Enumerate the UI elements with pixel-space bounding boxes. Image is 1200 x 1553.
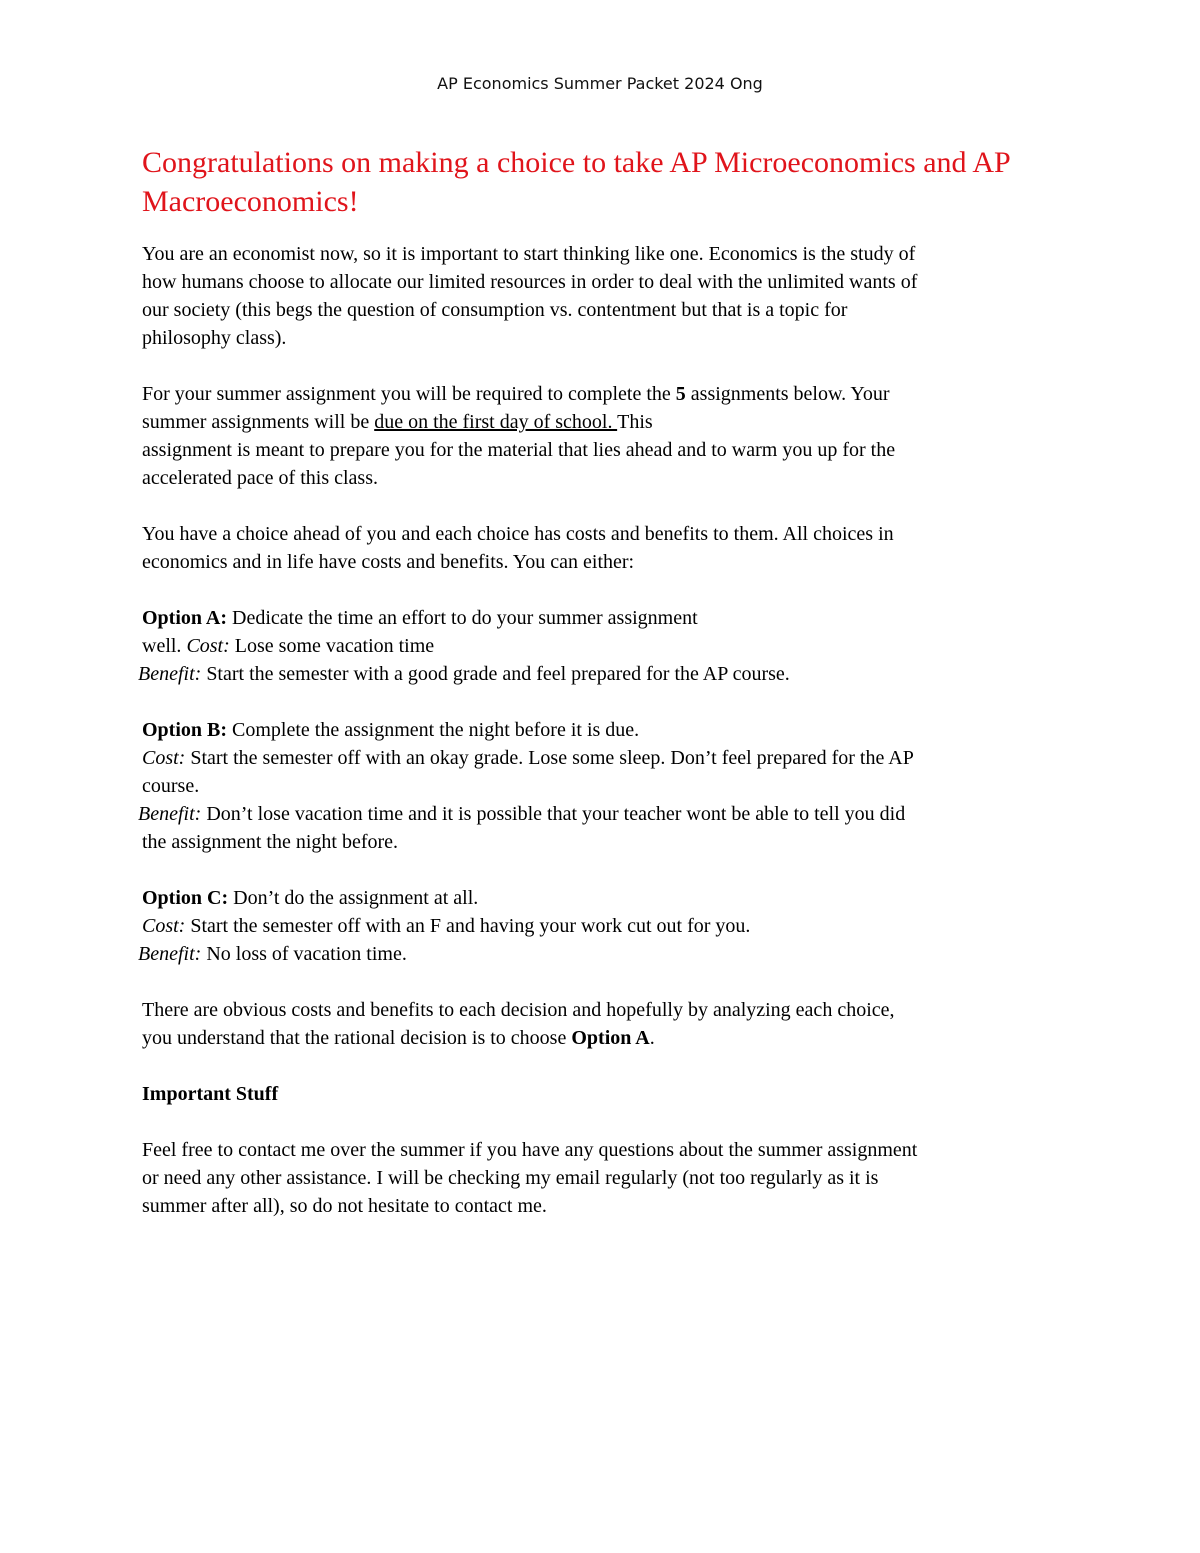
assignment-text: assignment is meant to prepare you for the material that lies ahead and to warm you up for the [142,439,896,461]
option-a-benefit [138,660,1072,688]
option-b-cost-continued: course. [142,775,200,797]
section-heading: Important Stuff [142,1083,279,1105]
option-a-label: Option A: [142,607,228,629]
contact-paragraph [142,1136,1072,1220]
option-c-cost-text: Start the semester off with an F and having your work cut out for you. [185,915,751,937]
intro-line: our society (this begs the question of consumption vs. contentment but that is a topic for [142,299,848,321]
assignment-paragraph [142,380,1072,492]
assignment-text: For your summer assignment you will be required to complete the [142,383,676,405]
choice-intro-line: You have a choice ahead of you and each choice has costs and benefits to them. All choices in [142,523,894,545]
option-b-benefit [138,800,1072,828]
option-b-line [142,716,1072,744]
intro-line: philosophy class). [142,327,287,349]
choice-intro-line: economics and in life have costs and benefits. You can either: [142,551,635,573]
cost-label: Cost: [186,635,230,657]
option-c-line [142,884,1072,912]
benefit-label: Benefit: [138,943,202,965]
page-title: Congratulations on making a choice to take AP Microeconomics and AP Macroeconomics! [142,146,1010,218]
assignment-text: summer assignments will be [142,411,375,433]
option-b-description: Complete the assignment the night before it is due. [227,719,640,741]
option-a-description-end: well. [142,635,187,657]
intro-line: You are an economist now, so it is important to start thinking like one. Economics is the study of [142,243,916,265]
option-c-label: Option C: [142,887,229,909]
option-b-benefit-continued: the assignment the night before. [142,831,399,853]
page-header: AP Economics Summer Packet 2024 Ong [437,74,763,93]
intro-line: how humans choose to allocate our limited resources in order to deal with the unlimited wants of [142,271,918,293]
option-b-cost [142,744,1072,772]
option-a-cost [142,632,1072,660]
option-c-benefit [138,940,1072,968]
cost-label: Cost: [142,747,186,769]
due-date-text: due on the first day of school. [374,411,618,433]
option-b-cost-text: Start the semester off with an okay grade. Lose some sleep. Don’t feel prepared for the AP [185,747,914,769]
assignment-count: 5 [675,383,686,405]
option-b-benefit-text: Don’t lose vacation time and it is possible that your teacher wont be able to tell you did [201,803,906,825]
intro-paragraph [142,240,1072,352]
option-c-block [138,884,1072,968]
option-a-benefit-text: Start the semester with a good grade and feel prepared for the AP course. [201,663,790,685]
conclusion-line: There are obvious costs and benefits to each decision and hopefully by analyzing each choice, [142,999,895,1021]
option-a-block [138,604,1072,688]
option-b-block [138,716,1072,856]
conclusion-line: you understand that the rational decision is to choose [142,1027,572,1049]
option-a-line [142,604,1072,632]
document-body [138,143,1072,1220]
choice-intro-paragraph [142,520,1072,576]
cost-label: Cost: [142,915,186,937]
option-a-description: Dedicate the time an effort to do your summer assignment [227,607,698,629]
option-a-cost-text: Lose some vacation time [229,635,435,657]
contact-line: summer after all), so do not hesitate to contact me. [142,1195,547,1217]
option-c-description: Don’t do the assignment at all. [228,887,479,909]
contact-line: or need any other assistance. I will be checking my email regularly (not too regularly as it is [142,1167,879,1189]
conclusion-end: . [649,1027,655,1049]
assignment-text: This [617,411,653,433]
option-c-cost [142,912,1072,940]
option-b-label: Option B: [142,719,228,741]
benefit-label: Benefit: [138,803,202,825]
rational-choice: Option A [571,1027,650,1049]
assignment-text: accelerated pace of this class. [142,467,378,489]
important-heading [142,1080,1072,1108]
benefit-label: Benefit: [138,663,202,685]
assignment-text: assignments below. Your [685,383,890,405]
conclusion-paragraph [142,996,1072,1052]
contact-line: Feel free to contact me over the summer if you have any questions about the summer assignment [142,1139,918,1161]
option-c-benefit-text: No loss of vacation time. [201,943,407,965]
